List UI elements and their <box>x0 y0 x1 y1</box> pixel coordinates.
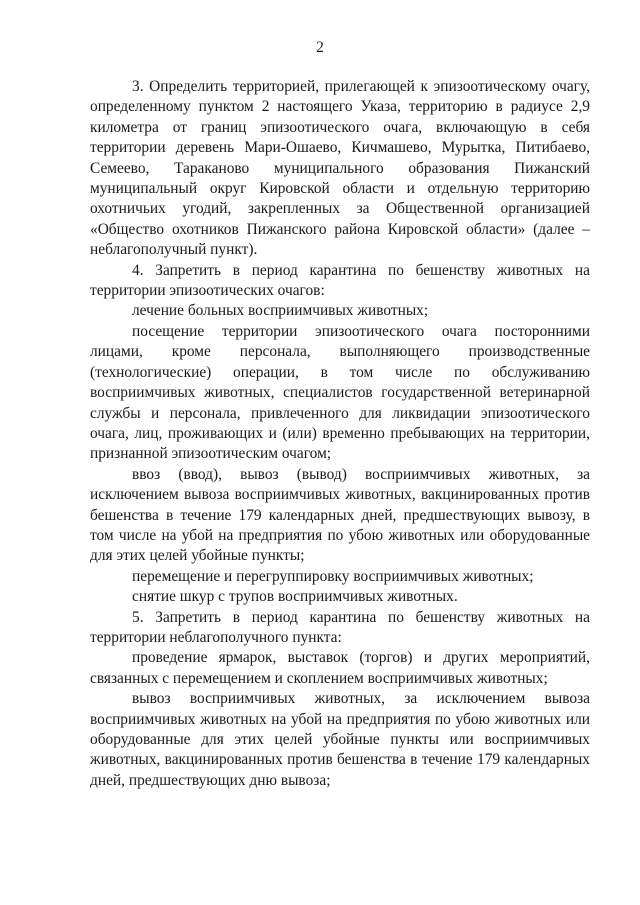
list-item-import-export: ввоз (ввод), вывоз (вывод) восприимчивых животных, за исключением вывоза восприимчивых животных, вакцинированных против бешенства в течение 179 календарных дней, предшествующих вывозу, в том числе на убой на предприятия по убою животных или оборудованные для этих целей убойные пункты; <box>90 465 590 565</box>
list-item-visiting: посещение территории эпизоотического очага посторонними лицами, кроме персонала, выполняющего производственные (технологические) операции, в том числе по обслуживанию восприимчивых животных, специалистов государственной ветеринарной службы и персонала, привлеченного для ликвидации эпизоотического очага, лиц, проживающих и (или) временно пребывающих на территории, признанной эпизоотическим очагом; <box>90 322 590 463</box>
list-item-movement: перемещение и перегруппировку восприимчивых животных; <box>132 567 534 585</box>
list-item-skinning: снятие шкур с трупов восприимчивых животных. <box>132 588 458 606</box>
list-item-export: вывоз восприимчивых животных, за исключением вывоза восприимчивых животных на убой на предприятия по убою животных или оборудованные для этих целей убойные пункты или восприимчивых животных, вакцинированных против бешенства в течение 179 календарных дней, предшествующих дню вывоза; <box>90 690 590 789</box>
page-number: 2 <box>316 39 324 56</box>
paragraph-4-prohibitions-foci: 4. Запретить в период карантина по бешенству животных на территории эпизоотических очагов: <box>90 261 590 300</box>
list-item-treatment: лечение больных восприимчивых животных; <box>132 302 429 320</box>
paragraph-3-adjacent-territory: 3. Определить территорией, прилегающей к эпизоотическому очагу, определенному пунктом 2 настоящего Указа, территорию в радиусе 2,9 километра от границ эпизоотического очага, включающую в себя территории деревень Мари-Ошаево, Кичмашево, Мурытка, Питибаево, Семеево, Тараканово муниципального образования Пижанский муниципальный округ Кировской области и отдельную территорию охотничьих угодий, закрепленных за Общественной организацией «Общество охотников Пижанского района Кировской области» (далее – неблагополучный пункт). <box>90 78 590 259</box>
list-item-fairs: проведение ярмарок, выставок (торгов) и других мероприятий, связанных с перемещением и скоплением восприимчивых животных; <box>90 649 590 687</box>
paragraph-5-prohibitions-point: 5. Запретить в период карантина по бешенству животных на территории неблагополучного пункта: <box>90 608 590 646</box>
document-body <box>90 77 590 791</box>
